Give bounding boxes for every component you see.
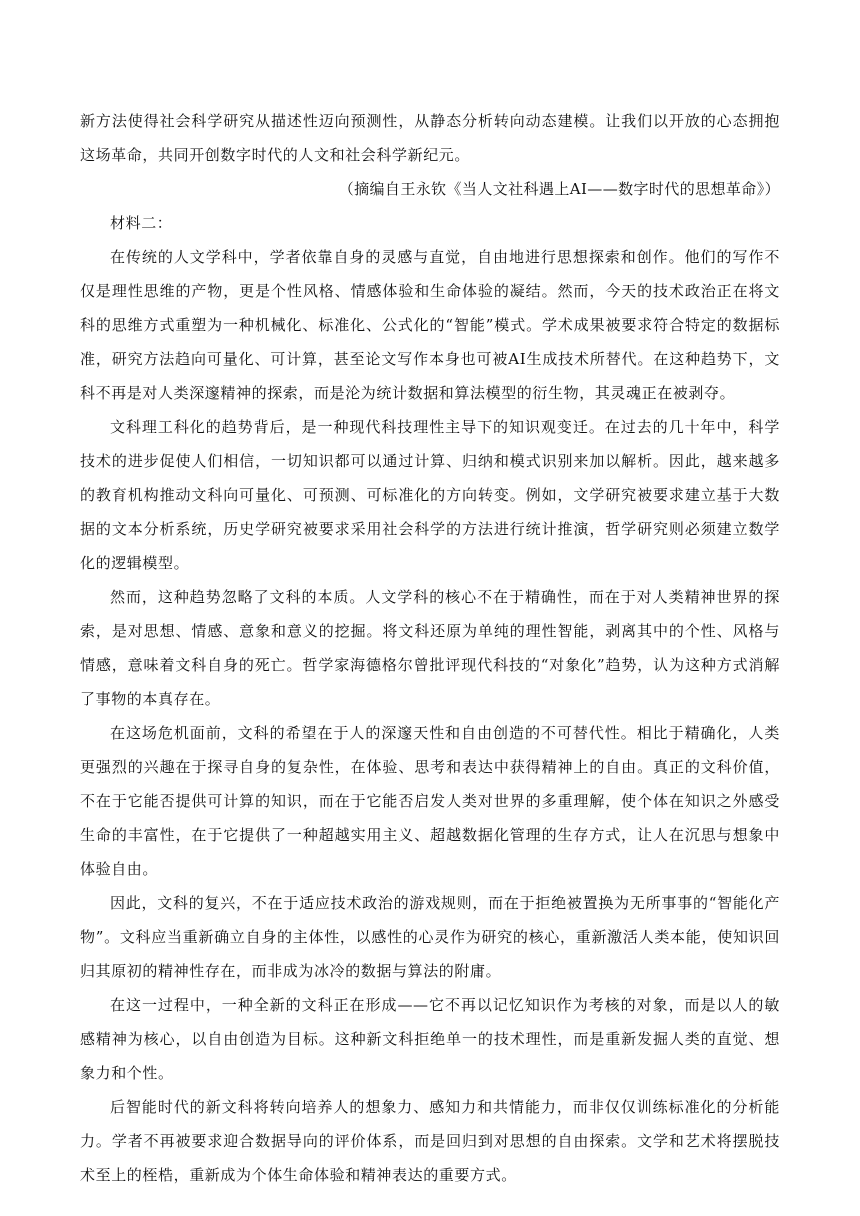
paragraph-6: 在这一过程中，一种全新的文科正在形成——它不再以记忆知识作为考核的对象，而是以人的敏感精神为核心，以自由创造为目标。这种新文科拒绝单一的技术理性，而是重新发掘人类的直觉、想象力和个性。 <box>80 996 780 1082</box>
paragraph-1: 在传统的人文学科中，学者依靠自身的灵感与直觉，自由地进行思想探索和创作。他们的写作不仅是理性思维的产物，更是个性风格、情感体验和生命体验的凝结。然而，今天的技术政治正在将文科的思维方式重塑为一种机械化、标准化、公式化的“智能”模式。学术成果被要求符合特定的数据标准，研究方法趋向可量化、可计算，甚至论文写作本身也可被AI生成技术所替代。在这种趋势下，文科不再是对人类深邃精神的探索，而是沦为统计数据和算法模型的衍生物，其灵魂正在被剥夺。 <box>80 248 780 402</box>
paragraph-3: 然而，这种趋势忽略了文科的本质。人文学科的核心不在于精确性，而在于对人类精神世界的探索，是对思想、情感、意象和意义的挖掘。将文科还原为单纯的理性智能，剥离其中的个性、风格与情感，意味着文科自身的死亡。哲学家海德格尔曾批评现代科技的“对象化”趋势，认为这种方式消解了事物的本真存在。 <box>80 588 780 708</box>
paragraph-2: 文科理工科化的趋势背后，是一种现代科技理性主导下的知识观变迁。在过去的几十年中，科学技术的进步促使人们相信，一切知识都可以通过计算、归纳和模式识别来加以解析。因此，越来越多的教育机构推动文科向可量化、可预测、可标准化的方向转变。例如，文学研究被要求建立基于大数据的文本分析系统，历史学研究被要求采用社会科学的方法进行统计推演，哲学研究则必须建立数学化的逻辑模型。 <box>80 418 780 572</box>
section-label: 材料二： <box>110 214 173 232</box>
source-note: （摘编自王永钦《当人文社科遇上AI——数字时代的思想革命》） <box>338 180 780 198</box>
paragraph-5: 因此，文科的复兴，不在于适应技术政治的游戏规则，而在于拒绝被置换为无所事事的“智能化产物”。文科应当重新确立自身的主体性，以感性的心灵作为研究的核心，重新激活人类本能，使知识回归其原初的精神性存在，而非成为冰冷的数据与算法的附庸。 <box>80 894 780 980</box>
paragraph-7: 后智能时代的新文科将转向培养人的想象力、感知力和共情能力，而非仅仅训练标准化的分析能力。学者不再被要求迎合数据导向的评价体系，而是回归到对思想的自由探索。文学和艺术将摆脱技术至上的桎梏，重新成为个体生命体验和精神表达的重要方式。 <box>80 1098 780 1184</box>
paragraph-4: 在这场危机面前，文科的希望在于人的深邃天性和自由创造的不可替代性。相比于精确化，人类更强烈的兴趣在于探寻自身的复杂性，在体验、思考和表达中获得精神上的自由。真正的文科价值，不在于它能否提供可计算的知识，而在于它能否启发人类对世界的多重理解，使个体在知识之外感受生命的丰富性，在于它提供了一种超越实用主义、超越数据化管理的生存方式，让人在沉思与想象中体验自由。 <box>80 724 780 878</box>
opening-paragraph: 新方法使得社会科学研究从描述性迈向预测性，从静态分析转向动态建模。让我们以开放的心态拥抱这场革命，共同开创数字时代的人文和社会科学新纪元。 <box>80 112 780 164</box>
